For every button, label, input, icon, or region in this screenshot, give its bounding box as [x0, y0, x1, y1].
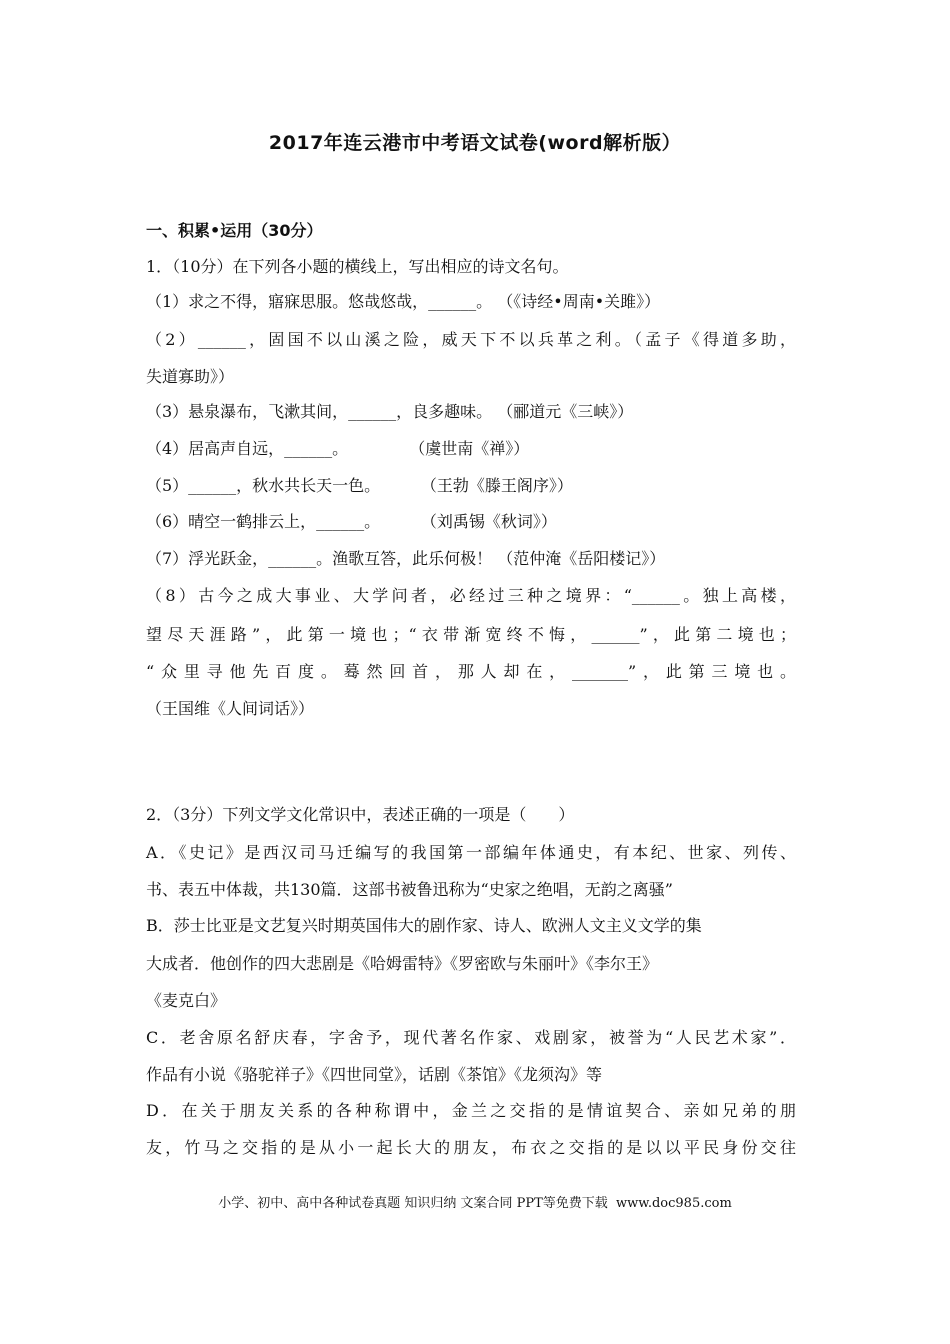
question-2-option-line: 书、表五中体裁，共130篇．这部书被鲁迅称为“史家之绝唱，无韵之离骚”: [146, 880, 673, 899]
question-2-option-line: D．在关于朋友关系的各种称谓中，金兰之交指的是情谊契合、亲如兄弟的朋: [146, 1101, 796, 1120]
question-1-item: “众里寻他先百度。蓦然回首，那人却在，_______”，此第三境也。: [146, 662, 796, 681]
question-2-option-line: 大成者．他创作的四大悲剧是《哈姆雷特》《罗密欧与朱丽叶》《李尔王》: [146, 954, 659, 973]
question-1-stem: 1．（10分）在下列各小题的横线上，写出相应的诗文名句。: [146, 257, 569, 276]
question-1-item: （2）______，固国不以山溪之险，威天下不以兵革之利。（孟子《得道多助，: [146, 330, 796, 349]
question-1-item: （4）居高声自远，______。 （虞世南《禅》）: [146, 439, 530, 458]
question-2-option-line: 《麦克白》: [146, 991, 227, 1010]
question-1-item: （5）______，秋水共长天一色。 （王勃《滕王阁序》）: [146, 476, 573, 495]
question-1-item: （8）古今之成大事业、大学问者，必经过三种之境界：“______。独上高楼，: [146, 586, 796, 605]
question-2-stem: 2．（3分）下列文学文化常识中，表述正确的一项是（ ）: [146, 805, 575, 824]
question-1-item: （6）晴空一鹤排云上，______。 （刘禹锡《秋词》）: [146, 512, 557, 531]
page-title: 2017年连云港市中考语文试卷(word解析版）: [268, 132, 682, 154]
question-2-option-line: B．莎士比亚是文艺复兴时期英国伟大的剧作家、诗人、欧洲人文主义文学的集: [146, 916, 702, 935]
question-1-item: 望尽天涯路”，此第一境也；“衣带渐宽终不悔，______”，此第二境也；: [146, 625, 796, 644]
question-1-item: （王国维《人间词话》）: [146, 699, 315, 718]
question-1-item: （1）求之不得，寤寐思服。悠哉悠哉，______。 （《诗经•周南•关雎》）: [146, 292, 661, 311]
page-footer: 小学、初中、高中各种试卷真题 知识归纳 文案合同 PPT等免费下载 www.doc985.com: [218, 1196, 732, 1211]
section-heading: 一、积累•运用（30分）: [146, 221, 323, 240]
question-2-option-line: 作品有小说《骆驼祥子》《四世同堂》，话剧《茶馆》《龙须沟》等: [146, 1065, 603, 1084]
question-2-option-line: 友，竹马之交指的是从小一起长大的朋友，布衣之交指的是以以平民身份交往: [146, 1138, 796, 1157]
question-2-option-line: C．老舍原名舒庆春，字舍予，现代著名作家、戏剧家，被誉为“人民艺术家”．: [146, 1028, 796, 1047]
question-2-option-line: A．《史记》是西汉司马迁编写的我国第一部编年体通史，有本纪、世家、列传、: [146, 843, 796, 862]
question-1-item: （3）悬泉瀑布，飞漱其间，______，良多趣味。 （郦道元《三峡》）: [146, 402, 634, 421]
question-1-item: （7）浮光跃金，______。渔歌互答，此乐何极！ （范仲淹《岳阳楼记》）: [146, 549, 666, 568]
question-1-item: 失道寡助》）: [146, 367, 235, 386]
